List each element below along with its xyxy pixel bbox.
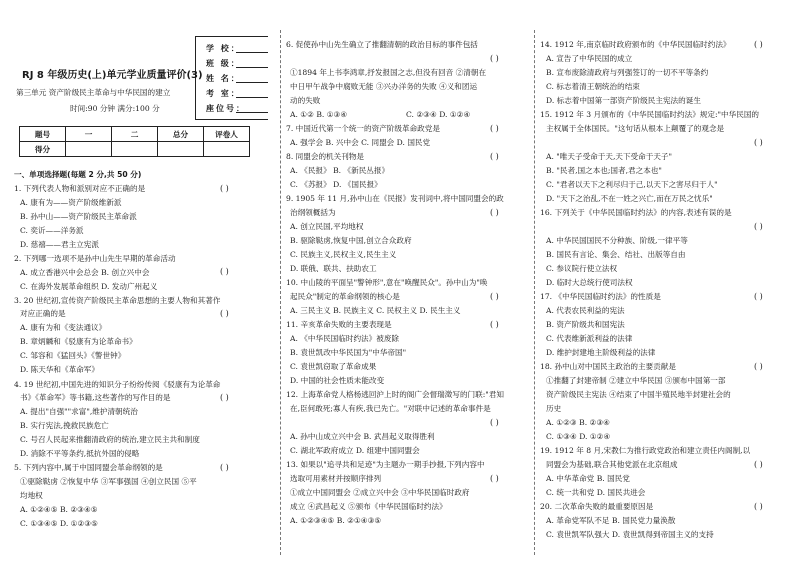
column-middle [282,0,530,561]
option: ①成立中国同盟会 ②成立兴中会 ③中华民国临时政府 [290,488,470,497]
question-17: 17. 《中华民国临时约法》的性质是 [540,292,661,301]
answer-paren[interactable]: ( ) [754,460,763,469]
option: C. 袁世凯军队强大 D. 袁世凯得到帝国主义的支持 [546,530,714,539]
question-13: 13. 如果以"追寻共和足迹"为主题办一期手抄报,下列内容中 [286,460,485,469]
score-table-row [20,142,250,157]
seat-label: 座位号： [206,103,246,113]
option: B. 章炳麟和《驳康有为论革命书》 [20,337,137,346]
option: A. ①②③ B. ②③④ [546,418,610,427]
option: A. 革命党军队不足 B. 国民党力量涣散 [546,516,676,525]
option: 中日甲午战争中腐败无能 ③兴办洋务的失败 ④义和团运 [290,82,478,91]
column-right [538,0,794,561]
class-label: 班 级： [206,58,241,68]
option: A. "唯天子受命于天,天下受命于天子" [546,152,673,161]
answer-paren[interactable]: ( ) [490,54,499,63]
option: A. 强学会 B. 兴中会 C. 同盟会 D. 国民党 [290,138,431,147]
score-table-header [20,127,250,142]
time-score: 时间:90 分钟 满分:100 分 [70,104,160,113]
option: B. 驱除鞑虏,恢复中国,创立合众政府 [290,236,412,245]
option: C. 民族主义,民权主义,民生主义 [290,250,397,259]
question-1: 1. 下列代表人物和派别对应不正确的是 [14,184,146,193]
option: D. 标志着中国第一部资产阶级民主宪法的诞生 [546,96,701,105]
question-6: 6. 促使孙中山先生确立了推翻清朝的政治目标的事件包括 [286,40,478,49]
answer-paren[interactable]: ( ) [754,362,763,371]
option: D. 维护封建地主阶级利益的法律 [546,348,656,357]
option: D. "天下之治乱,不在一姓之兴亡,而在万民之忧乐" [546,194,713,203]
option: C. 在海外发展革命组织 D. 发动广州起义 [20,282,158,291]
section-title: 一、单项选择题(每题 2 分,共 50 分) [14,170,142,179]
option: B. 实行宪法,挽救民族危亡 [20,421,109,430]
answer-paren[interactable]: ( ) [754,138,763,147]
option: A. 代表农民利益的宪法 [546,306,625,315]
option: C. 袁世凯窃取了革命成果 [290,362,377,371]
question-19: 19. 1912 年 8 月,宋教仁为推行政党政治和建立责任内阁制,以 [540,446,751,455]
answer-paren[interactable]: ( ) [490,474,499,483]
answer-paren[interactable]: ( ) [754,222,763,231]
seat-blank[interactable] [236,112,268,113]
option: ①驱除鞑虏 ②恢复中华 ③军事强国 ④创立民国 ⑤平 [20,477,197,486]
option: C. 奕䜣——洋务派 [20,226,84,235]
unit-title: 第三单元 资产阶级民主革命与中华民国的建立 [16,88,171,97]
answer-paren[interactable]: ( ) [490,292,499,301]
question-3: 3. 20 世纪初,宣传资产阶级民主革命思想的主要人物和其著作 [14,296,221,305]
name-label: 姓 名： [206,73,241,83]
option: A. 三民主义 B. 民族主义 C. 民权主义 D. 民生主义 [290,306,461,315]
option: C. 湖北军政府成立 D. 组建中国同盟会 [290,446,420,455]
column-divider [534,30,535,555]
score-cell[interactable] [158,142,204,157]
question-14: 14. 1912 年,南京临时政府颁布的《中华民国临时约法》 [540,40,731,49]
question-4-cont: 书》《革命军》等书籍,这些著作的写作目的是 [20,393,171,402]
option: A. ①②④⑤ B. ②③④⑤ [20,505,98,514]
answer-paren[interactable]: ( ) [220,309,229,318]
question-18: 18. 孙中山对中国民主政治的主要贡献是 [540,362,676,371]
question-15-cont: 主权属于全体国民。"这句话从根本上颠覆了的观念是 [546,124,725,133]
option: D. 消除不平等条约,抵抗外国的侵略 [20,449,140,458]
option: A. ①②③④⑤ B. ②①④③⑤ [290,516,382,525]
score-header-cell: 一 [66,127,112,142]
option: A. 中华革命党 B. 国民党 [546,474,630,483]
question-15: 15. 1912 年 3 月颁布的《中华民国临时约法》规定:"中华民国的 [540,110,759,119]
option: A. 《民报》 B. 《新民丛报》 [290,166,390,175]
option: 资产阶级民主宪法 ④结束了中国半殖民地半封建社会的 [546,390,731,399]
option: 均地权 [20,491,43,500]
option: B. 宣布废除清政府与列强签订的一切不平等条约 [546,68,709,77]
option: ①1894 年上书李鸿章,抒发报国之志,但没有回音 ②清朝在 [290,68,487,77]
option: 历史 [546,404,562,413]
question-11: 11. 辛亥革命失败的主要表现是 [286,320,392,329]
answer-paren[interactable]: ( ) [754,292,763,301]
option: B. "民者,国之本也;国者,君之本也" [546,166,662,175]
option: C. 邹容和《猛回头》《警世钟》 [20,351,126,360]
score-cell[interactable] [204,142,250,157]
question-8: 8. 同盟会的机关刊物是 [286,152,365,161]
score-header-cell: 二 [112,127,158,142]
question-19-cont: 同盟会为基础,联合其他党派在北京组成 [546,460,678,469]
class-blank[interactable] [236,67,268,68]
option: 动的失败 [290,96,321,105]
option: A. 《中华民国临时约法》被废除 [290,334,400,343]
option: C. 《苏报》 D. 《国民报》 [290,180,382,189]
answer-paren[interactable]: ( ) [490,320,499,329]
question-20: 20. 二次革命失败的最重要原因是 [540,502,654,511]
option: B. 国民有言论、集会、结社、出版等自由 [546,250,686,259]
question-4: 4. 19 世纪初,中国先进的知识分子纷纷传阅《驳康有为论革命 [14,380,221,389]
option: C. 号召人民起来推翻清政府的统治,建立民主共和制度 [20,435,200,444]
score-header-cell: 评卷人 [204,127,250,142]
answer-paren[interactable]: ( ) [490,124,499,133]
option: B. 袁世凯改中华民国为"中华帝国" [290,348,407,357]
score-table [19,126,250,157]
option: D. 陈天华和《革命军》 [20,365,99,374]
option: C. 标志着清王朝统治的结束 [546,82,640,91]
exam-room-label: 考 室： [206,88,241,98]
column-left [0,0,268,561]
option: A. 创立民国,平均地权 [290,222,364,231]
option: D. 临时大总统行使司法权 [546,278,633,287]
question-10: 10. 中山陵的平面呈"警钟形",意在"唤醒民众"。孙中山为"唤 [286,278,488,287]
score-cell[interactable] [66,142,112,157]
option: D. 慈禧——君主立宪派 [20,240,99,249]
question-13-cont: 选取可用素材并按顺序排列 [290,474,382,483]
question-5: 5. 下列内容中,属于中国同盟会革命纲领的是 [14,463,163,472]
score-header-cell: 总分 [158,127,204,142]
question-12: 12. 上海革命党人格杨逃回沪上时的阁广会督瑞澂写的门联:"君知 [286,390,504,399]
student-info-box [195,36,268,120]
option: 成立 ④武昌起义 ⑤颁布《中华民国临时约法》 [290,502,447,511]
option: A. 成立香港兴中会总会 B. 创立兴中会 [20,268,150,277]
school-blank[interactable] [236,52,268,53]
score-row-label: 得分 [20,142,66,157]
option: A. 康有为——资产阶级维新派 [20,198,122,207]
option: D. 中国的社会性质未能改变 [290,376,385,385]
option: C. ①③④⑤ D. ①②③⑤ [20,519,98,528]
question-12-cont: 在,臣何敢死;寡人有疾,我已先亡。"对联中记述的革命事件是 [290,404,491,413]
paper-title: RJ 8 年级历史(上)单元学业质量评价(3) [22,70,203,81]
question-9: 9. 1905 年 11 月,孙中山在《民报》发刊词中,将中国同盟会的政 [286,194,504,203]
answer-paren[interactable]: ( ) [220,463,229,472]
option: A. 康有为和《变法通议》 [20,323,107,332]
answer-paren[interactable]: ( ) [220,393,229,402]
answer-paren[interactable]: ( ) [490,208,499,217]
option: A. 宣告了中华民国的成立 [546,54,633,63]
option: C. 参议院行使立法权 [546,264,618,273]
score-cell[interactable] [112,142,158,157]
answer-paren[interactable]: ( ) [220,184,229,193]
exam-room-blank[interactable] [236,97,268,98]
option: ①推翻了封建帝制 ②建立中华民国 ③颁布中国第一部 [546,376,726,385]
option: A. ①② B. ①③④ [290,110,348,119]
question-9-cont: 治纲领概括为 [290,208,336,217]
answer-paren[interactable]: ( ) [490,152,499,161]
score-header-cell: 题号 [20,127,66,142]
question-10-cont: 起民众"制定的革命纲领的核心是 [290,292,400,301]
option: C. ②③④ D. ①②④ [406,110,471,119]
option: C. ①③④ D. ①②④ [546,432,611,441]
option: A. 孙中山成立兴中会 B. 武昌起义取得胜利 [290,432,435,441]
question-2: 2. 下列哪一选项不是孙中山先生早期的革命活动 [14,254,176,263]
answer-paren[interactable]: ( ) [220,267,229,276]
answer-paren[interactable]: ( ) [754,40,763,49]
option: C. 统一共和党 D. 国民共进会 [546,488,646,497]
column-divider [280,30,281,555]
option: A. 中华民国国民不分种族、阶级,一律平等 [546,236,688,245]
answer-paren[interactable]: ( ) [754,502,763,511]
option: A. 提出"自强""求富",维护清朝统治 [20,407,138,416]
option: C. "君者以天下之利尽归于己,以天下之害尽归于人" [546,180,718,189]
name-blank[interactable] [236,82,268,83]
option: B. 孙中山——资产阶级民主革命派 [20,212,137,221]
question-7: 7. 中国近代第一个统一的资产阶级革命政党是 [286,124,440,133]
school-label: 学 校： [206,43,241,53]
question-16: 16. 下列关于《中华民国临时约法》的内容,表述有误的是 [540,208,732,217]
option: D. 联俄、联共、扶助农工 [290,264,377,273]
option: B. 资产阶级共和国宪法 [546,320,625,329]
answer-paren[interactable]: ( ) [490,418,499,427]
question-3-cont: 对应正确的是 [20,309,66,318]
option: C. 代表维新派利益的法律 [546,334,633,343]
